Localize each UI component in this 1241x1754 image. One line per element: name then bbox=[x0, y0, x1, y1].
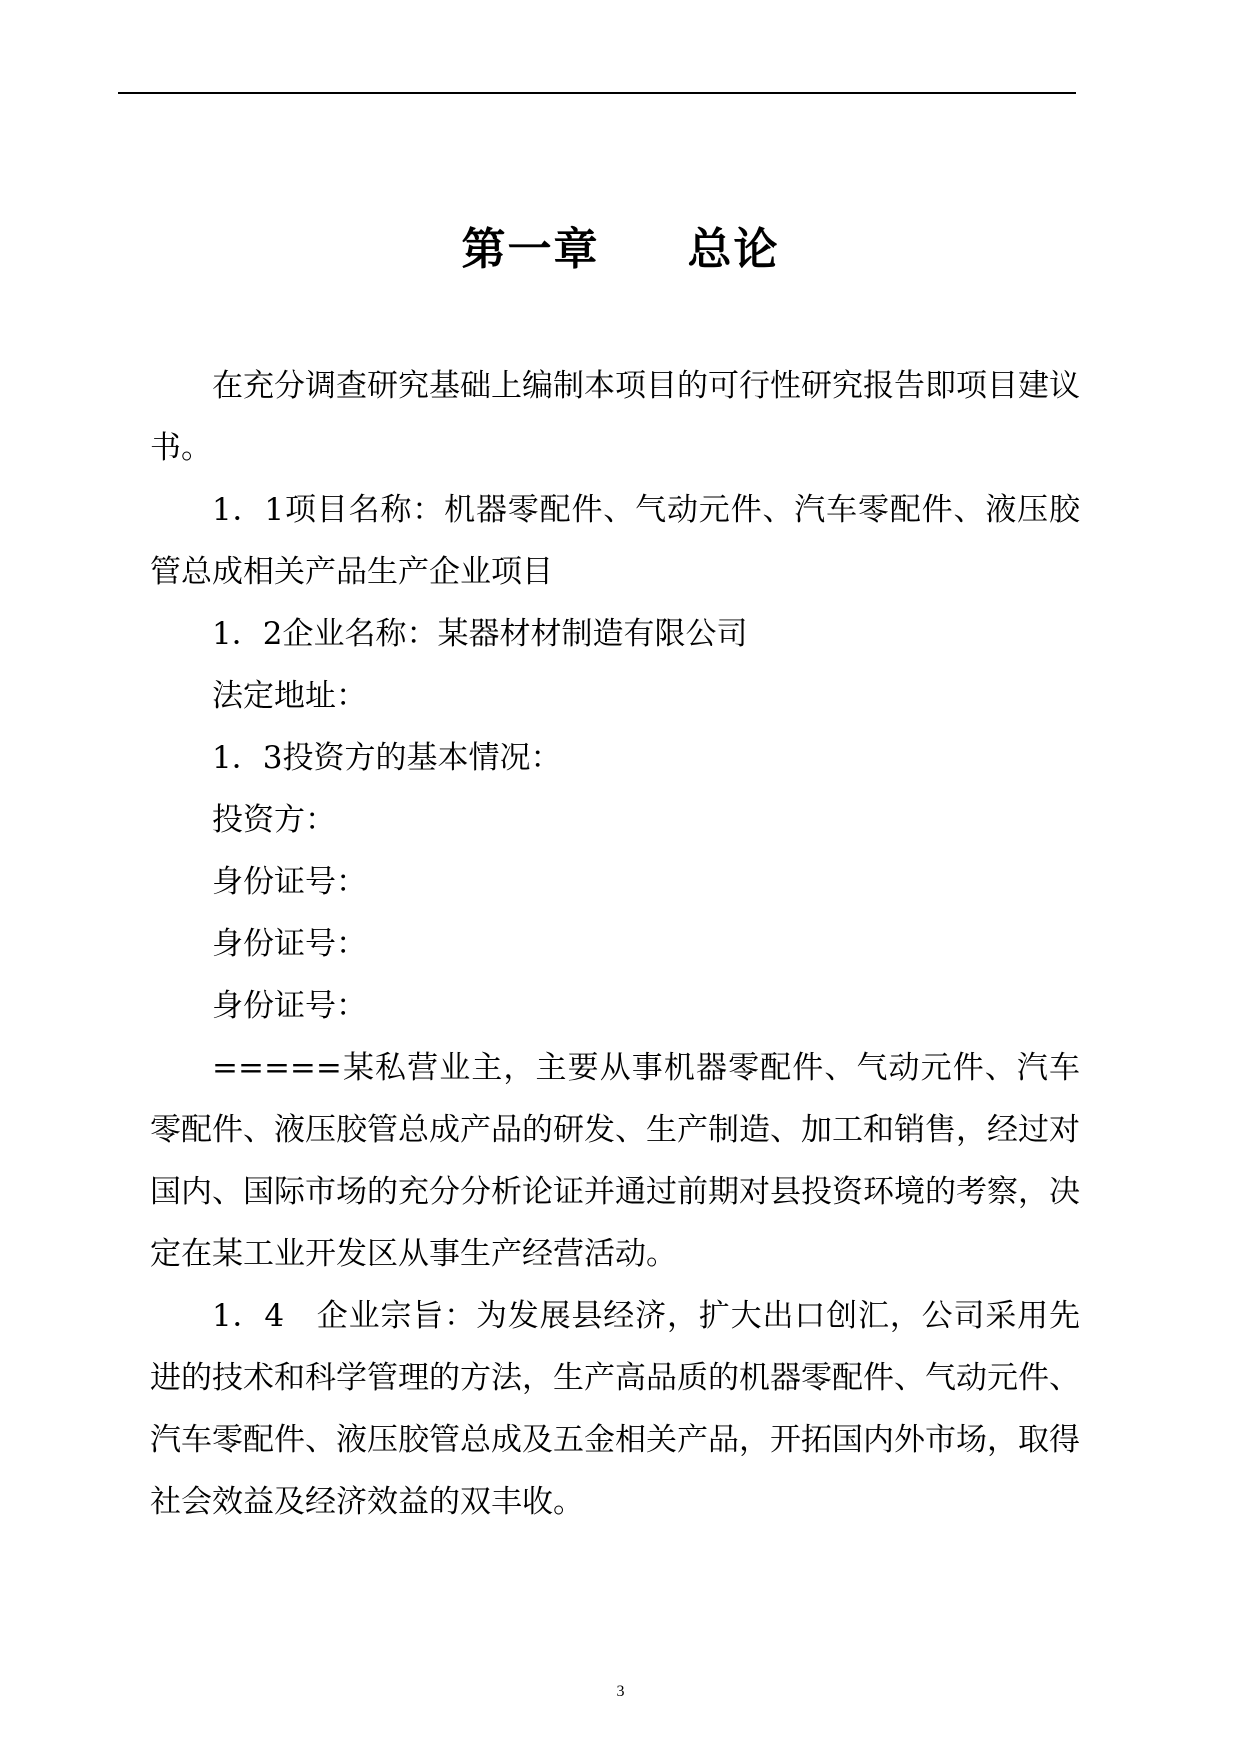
paragraph-investor: 投资方： bbox=[212, 802, 336, 838]
paragraph-id-number-3: 身份证号： bbox=[212, 988, 367, 1024]
paragraph-project-name: 1．1项目名称：机器零配件、气动元件、汽车零配件、液压胶管总成相关产品生产企业项目 bbox=[150, 492, 1080, 590]
paragraph-investor-info: 1．3投资方的基本情况： bbox=[212, 740, 562, 776]
chapter-name: 总论 bbox=[687, 224, 780, 275]
paragraph-intro: 在充分调查研究基础上编制本项目的可行性研究报告即项目建议书。 bbox=[150, 368, 1080, 466]
paragraph-id-number-2: 身份证号： bbox=[212, 926, 367, 962]
paragraph-id-number-1: 身份证号： bbox=[212, 864, 367, 900]
chapter-title bbox=[0, 220, 1241, 280]
paragraph-owner-description: =====某私营业主，主要从事机器零配件、气动元件、汽车零配件、液压胶管总成产品的研发、生产制造、加工和销售，经过对国内、国际市场的充分分析论证并通过前期对县投资环境的考察，决定在某工业开发区从事生产经营活动。 bbox=[150, 1050, 1080, 1272]
body-text bbox=[150, 355, 1080, 1533]
header-rule bbox=[118, 92, 1076, 94]
paragraph-company-purpose: 1．4 企业宗旨：为发展县经济，扩大出口创汇，公司采用先进的技术和科学管理的方法，生产高品质的机器零配件、气动元件、汽车零配件、液压胶管总成及五金相关产品，开拓国内外市场，取得社会效益及经济效益的双丰收。 bbox=[150, 1298, 1080, 1520]
paragraph-company-name: 1．2企业名称：某器材材制造有限公司 bbox=[212, 616, 748, 652]
chapter-number: 第一章 bbox=[461, 224, 600, 275]
page-number: 3 bbox=[616, 1683, 625, 1700]
paragraph-legal-address: 法定地址： bbox=[212, 678, 367, 714]
